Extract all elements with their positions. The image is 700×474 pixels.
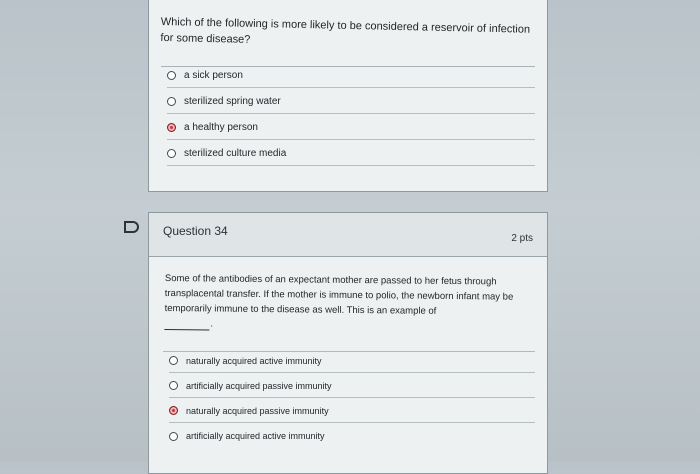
q33-radio-c-selected[interactable] xyxy=(167,123,176,132)
question-33-card xyxy=(148,0,548,192)
q34-option-b[interactable] xyxy=(169,374,535,398)
answer-blank xyxy=(164,318,214,330)
question-34-text: Some of the antibodies of an expectant mother are passed to her fetus through transplacental transfer. If the mother is immune to polio, the newborn infant may be temporarily immune to the disease as well. This is an example of xyxy=(164,272,514,317)
question-34-header xyxy=(149,213,547,257)
q33-option-c-label: a healthy person xyxy=(184,122,258,133)
q33-option-b[interactable] xyxy=(167,90,535,114)
q34-option-d-label: artificially acquired active immunity xyxy=(186,431,325,441)
q34-option-c-label: naturally acquired passive immunity xyxy=(186,405,329,416)
q34-option-b-label: artificially acquired passive immunity xyxy=(186,380,332,391)
q34-radio-d[interactable] xyxy=(169,432,178,441)
question-34-points: 2 pts xyxy=(511,233,533,244)
q34-radio-a[interactable] xyxy=(169,356,178,365)
q33-radio-d[interactable] xyxy=(167,149,176,158)
q33-radio-b[interactable] xyxy=(167,97,176,106)
answer-blank-period: . xyxy=(210,318,214,330)
question-34-title: Question 34 xyxy=(163,224,228,238)
q33-radio-a[interactable] xyxy=(167,71,176,80)
q34-option-a[interactable] xyxy=(169,349,535,373)
bookmark-flag-icon[interactable] xyxy=(124,221,139,233)
q34-radio-b[interactable] xyxy=(169,381,178,390)
q33-option-c[interactable] xyxy=(167,116,535,140)
q33-option-b-label: sterilized spring water xyxy=(184,96,281,107)
q34-option-a-label: naturally acquired active immunity xyxy=(186,355,322,366)
q33-option-a-label: a sick person xyxy=(184,70,243,81)
q34-radio-c-selected[interactable] xyxy=(169,406,178,415)
q33-option-d-label: sterilized culture media xyxy=(184,148,287,159)
q33-option-d[interactable] xyxy=(167,142,535,166)
question-33-text: Which of the following is more likely to be considered a reservoir of infection for some disease? xyxy=(160,15,531,46)
q33-option-a[interactable] xyxy=(167,64,535,88)
question-34-body xyxy=(164,271,537,334)
question-34-card xyxy=(148,212,548,474)
q34-option-d[interactable] xyxy=(169,424,535,448)
q34-option-c[interactable] xyxy=(169,399,535,423)
